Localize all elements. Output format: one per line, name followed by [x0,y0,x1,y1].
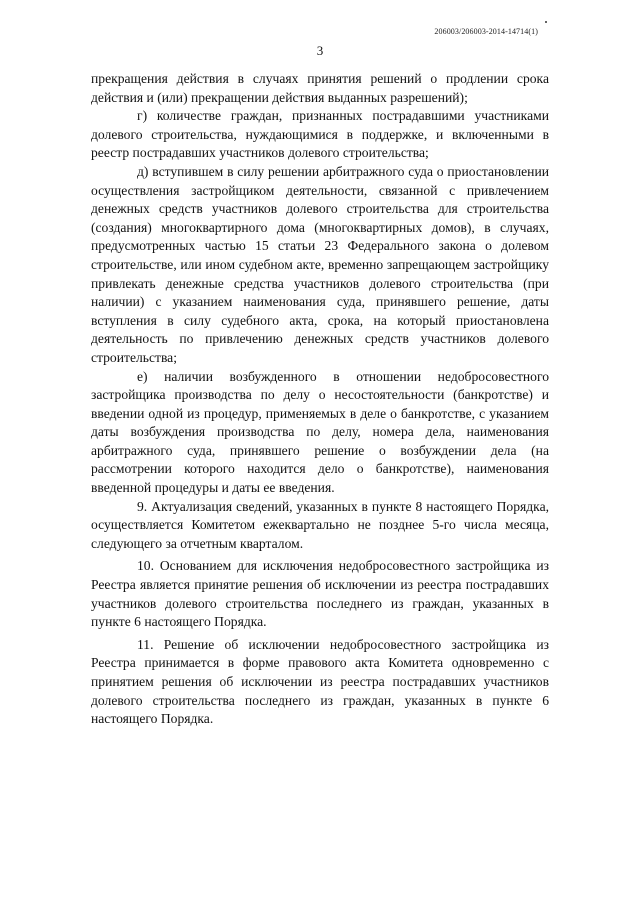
paragraph-item-g: г) количестве граждан, признанных пострадавшими участниками долевого строительства, нуждающимися в поддержке, и включенными в реестр пострадавших участников долевого строительства; [91,108,549,161]
paragraph-10: 10. Основанием для исключения недобросовестного застройщика из Реестра является принятие решения об исключении из реестра пострадавших участников долевого строительства последнего из граждан, указанных в пункте 6 настоящего Порядка. [91,558,549,630]
page-number: 3 [316,43,324,58]
document-body [91,70,549,729]
document-id: 206003/206003-2014-14714(1) [434,27,538,36]
paragraph-11: 11. Решение об исключении недобросовестного застройщика из Реестра принимается в форме правового акта Комитета одновременно с принятием решения об исключении из реестра пострадавших участников долевого строительства последнего из граждан, указанных в пункте 6 настоящего Порядка. [91,636,549,727]
paragraph-item-e: е) наличии возбужденного в отношении недобросовестного застройщика производства по делу о несостоятельности (банкротстве) и введении одной из процедур, применяемых в деле о банкротстве, с указанием даты возбуждения производства по делу, номера дела, наименования арбитражного суда, принявшего решение о возбуждении дела (на рассмотрении которого находится дело о банкротстве), наименования введенной процедуры и даты ее введения. [91,368,549,496]
paragraph-item-d: д) вступившем в силу решении арбитражного суда о приостановлении осуществления застройщиком деятельности, связанной с привлечением денежных средств участников долевого строительства для строительства (создания) многоквартирного дома (многоквартирных домов), в случаях, предусмотренных частью 15 статьи 23 Федерального закона о долевом строительстве, или ином судебном акте, временно запрещающем застройщику привлекать денежные средства участников долевого строительства (при наличии) с указанием наименования суда, принявшего решение, даты вступления в силу судебного акта, срока, на который приостановлена деятельность по привлечению денежных средств участников долевого строительства; [91,163,549,365]
scan-dot [545,21,547,23]
paragraph-9: 9. Актуализация сведений, указанных в пункте 8 настоящего Порядка, осуществляется Комитетом ежеквартально не позднее 5-го числа месяца, следующего за отчетным кварталом. [91,498,549,551]
paragraph-continuation: прекращения действия в случаях принятия решений о продлении срока действия и (или) прекращении действия выданных разрешений); [91,71,549,105]
